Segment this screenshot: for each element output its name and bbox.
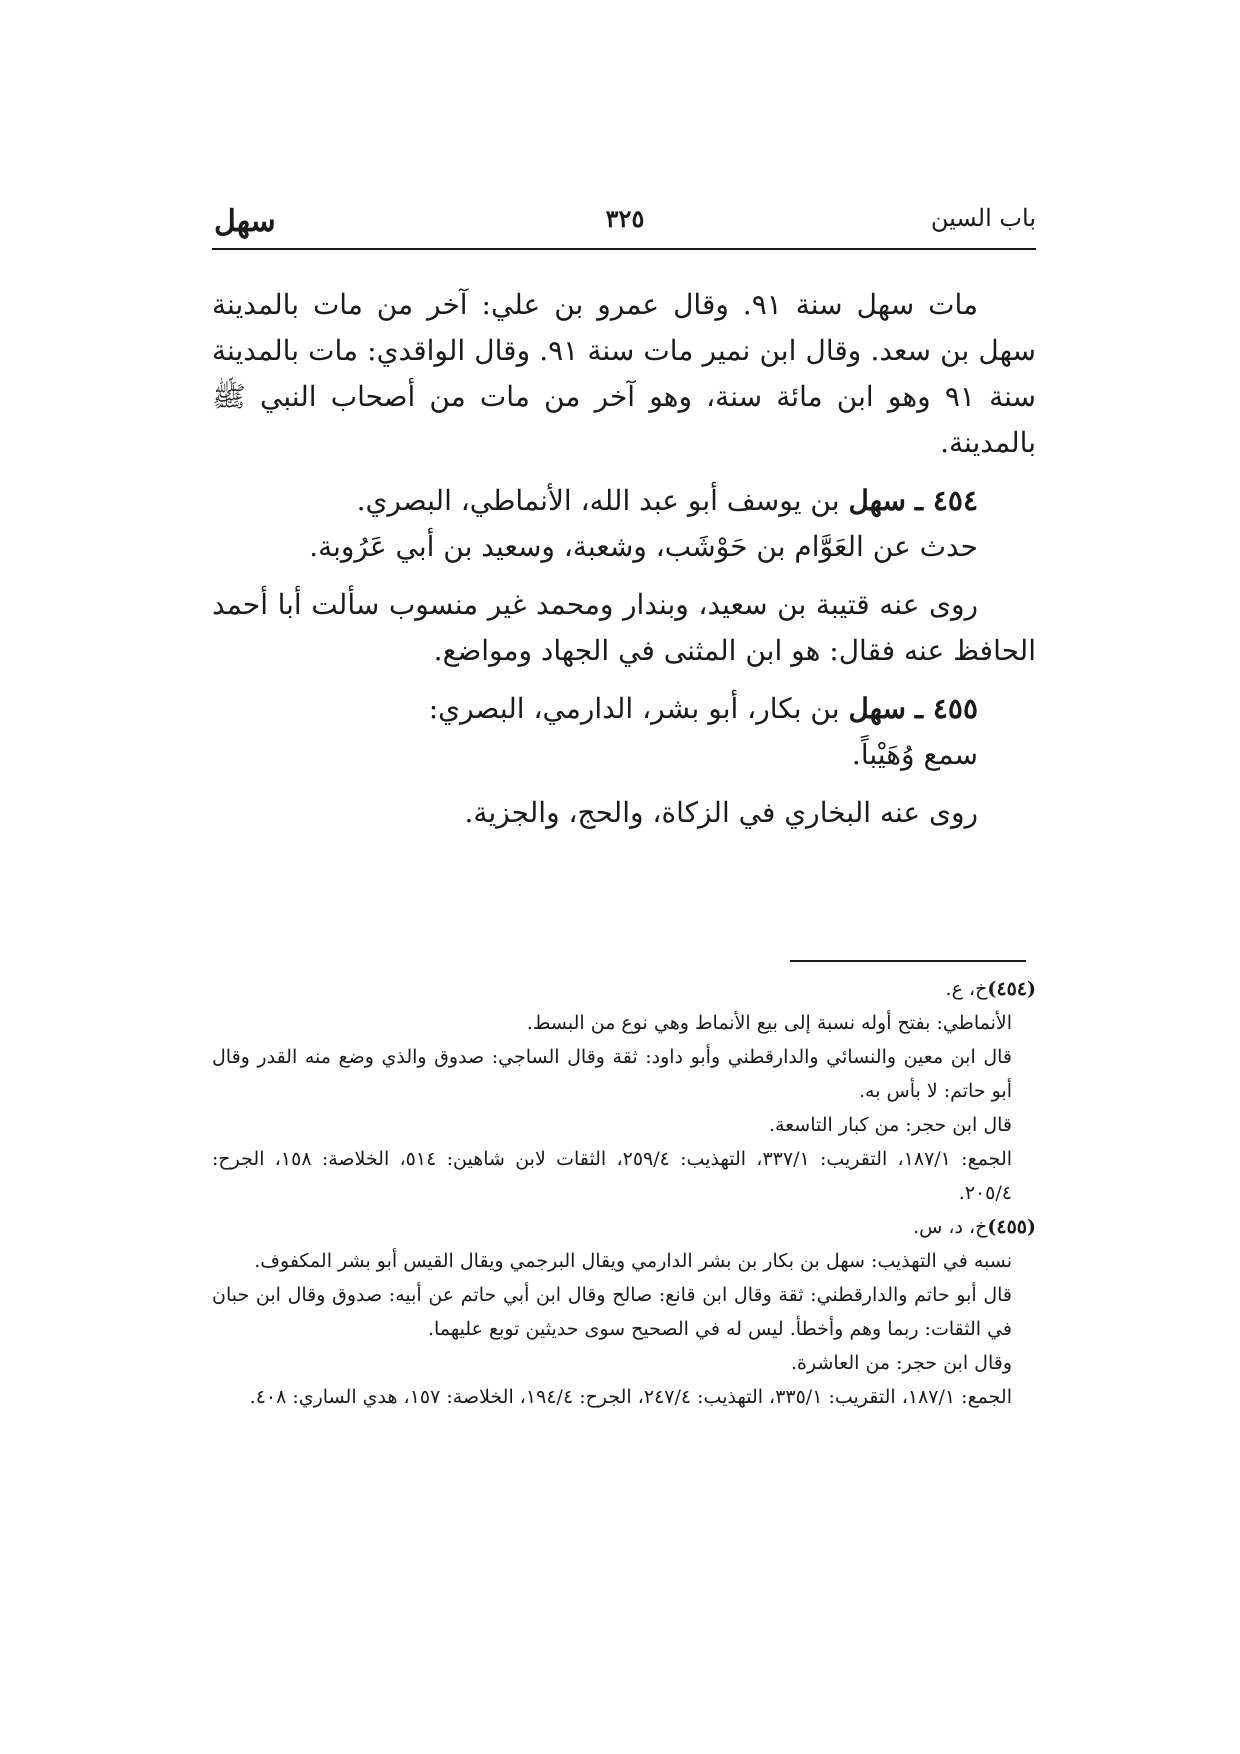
entry-name: سهل: [848, 692, 907, 725]
paragraph-455: روى عنه البخاري في الزكاة، والحج، والجزية.: [464, 796, 978, 829]
entry-name: سهل: [848, 484, 907, 517]
entry-rest: بن بكار، أبو بشر، الدارمي، البصري:: [428, 692, 840, 725]
paragraph-454: روى عنه قتيبة بن سعيد، وبندار ومحمد غير منسوب سألت أبا أحمد الحافظ عنه فقال: هو ابن المثنى في الجهاد ومواضع.: [212, 588, 1036, 667]
footnote-line: الجمع: ١٨٧/١، التقريب: ٣٣٧/١، التهذيب: ٢٥٩/٤، الثقات لابن شاهين: ٥١٤، الخلاصة: ١٥٨، الجرح: ٢٠٥/٤.: [212, 1148, 1013, 1204]
section-title: باب السين: [930, 204, 1036, 232]
footnote-line: وقال ابن حجر: من العاشرة.: [791, 1352, 1012, 1374]
entry-number: ٤٥٤ ـ: [914, 484, 978, 517]
footnote-codes: خ، ع.: [945, 978, 988, 1000]
header-keyword: سهل: [214, 204, 276, 239]
entry-number: ٤٥٥ ـ: [914, 692, 978, 725]
footnote-rule: [790, 960, 1026, 962]
page-number: ٣٢٥: [605, 204, 645, 233]
footnote-number: (٤٥٥): [987, 1216, 1036, 1238]
entry-454: [212, 478, 1036, 570]
footnote-line: قال أبو حاتم والدارقطني: ثقة وقال ابن قانع: صالح وقال ابن أبي حاتم عن أبيه: صدوق وقال ابن حبان في الثقات: ربما وهم وأخطأ. ليس له في الصحيح سوى حديثين توبع عليهما.: [212, 1284, 1012, 1340]
footnote-codes: خ، د، س.: [913, 1216, 988, 1238]
footnote-line: قال ابن معين والنسائي والدارقطني وأبو داود: ثقة وقال الساجي: صدوق والذي وضع منه القدر وقال أبو حاتم: لا بأس به.: [212, 1046, 1012, 1102]
main-text: [212, 282, 1036, 836]
footnote-line: قال ابن حجر: من كبار التاسعة.: [768, 1114, 1012, 1136]
header-rule: [212, 248, 1036, 250]
entry-455-heading: [212, 686, 1036, 732]
running-header: [214, 204, 1036, 244]
entry-455: [212, 686, 1036, 778]
footnote-454-head: [212, 972, 1036, 1006]
footnotes: [212, 972, 1036, 1414]
entry-454-line2: حدث عن العَوَّام بن حَوْشَب، وشعبة، وسعيد بن أبي عَرُوبة.: [309, 530, 978, 563]
entry-454-heading: [212, 478, 1036, 524]
footnote-number: (٤٥٤): [987, 978, 1036, 1000]
entry-455-line2: سمع وُهَيْباً.: [851, 738, 978, 771]
footnote-line: الجمع: ١٨٧/١، التقريب: ٣٣٥/١، التهذيب: ٢٤٧/٤، الجرح: ١٩٤/٤، الخلاصة: ١٥٧، هدي الساري: ٤٠٨.: [249, 1386, 1012, 1408]
footnote-line: نسبه في التهذيب: سهل بن بكار بن بشر الدارمي ويقال البرجمي ويقال القيس أبو بشر المكفوف.: [254, 1250, 1012, 1272]
entry-rest: بن يوسف أبو عبد الله، الأنماطي، البصري.: [356, 484, 840, 517]
paragraph-intro: مات سهل سنة ٩١. وقال عمرو بن علي: آخر من مات بالمدينة سهل بن سعد. وقال ابن نمير مات سنة ٩١. وقال الواقدي: مات بالمدينة سنة ٩١ وهو ابن مائة سنة، وهو آخر من مات من أصحاب النبي ﷺ بالمدينة.: [212, 288, 1036, 459]
footnote-455-head: [212, 1210, 1036, 1244]
footnote-line: الأنماطي: بفتح أوله نسبة إلى بيع الأنماط وهي نوع من البسط.: [526, 1012, 1012, 1034]
